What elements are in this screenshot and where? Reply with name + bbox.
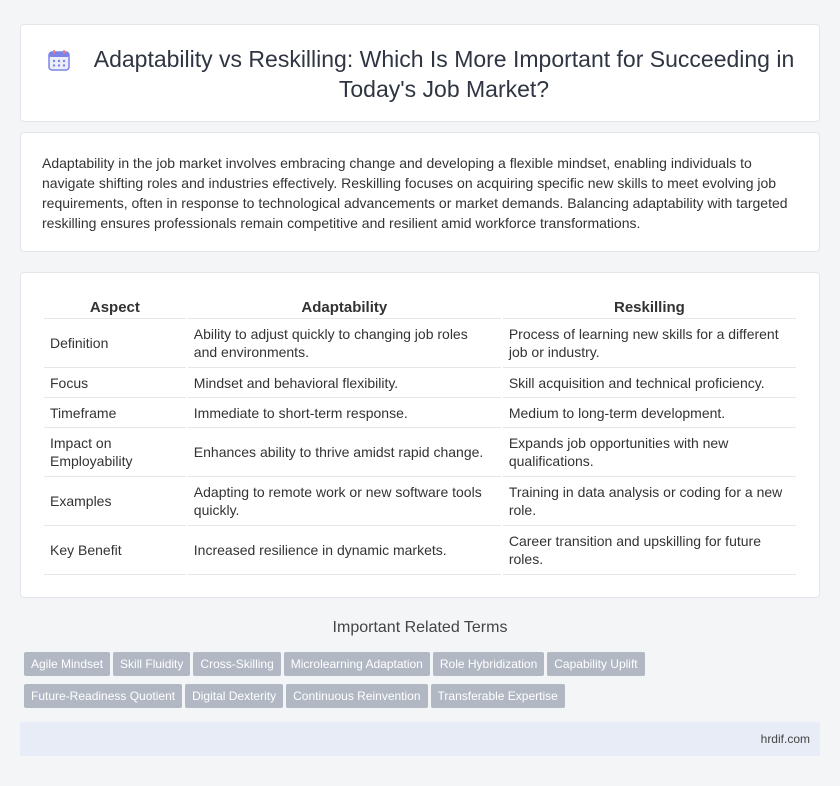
row-adaptability: Increased resilience in dynamic markets. [188,526,501,575]
tag-digital-dexterity[interactable]: Digital Dexterity [185,684,283,708]
tag-continuous-reinvention[interactable]: Continuous Reinvention [286,684,427,708]
tag-cross-skilling[interactable]: Cross-Skilling [193,652,280,676]
tag-future-readiness-quotient[interactable]: Future-Readiness Quotient [24,684,182,708]
row-aspect: Impact on Employability [44,428,186,477]
row-reskilling: Process of learning new skills for a different job or industry. [503,319,796,368]
table-row [44,526,796,575]
row-reskilling: Expands job opportunities with new qualifications. [503,428,796,477]
row-aspect: Definition [44,319,186,368]
row-reskilling: Training in data analysis or coding for a new role. [503,477,796,526]
table-header-row [44,297,796,319]
row-aspect: Timeframe [44,398,186,428]
footer-bar [20,722,820,756]
table-row [44,319,796,368]
row-adaptability: Ability to adjust quickly to changing job roles and environments. [188,319,501,368]
tag-microlearning-adaptation[interactable]: Microlearning Adaptation [284,652,430,676]
header-reskilling: Reskilling [503,297,796,319]
related-tags-row [24,652,824,676]
row-reskilling: Skill acquisition and technical proficiency. [503,368,796,398]
row-adaptability: Enhances ability to thrive amidst rapid change. [188,428,501,477]
row-adaptability: Immediate to short-term response. [188,398,501,428]
table-row [44,428,796,477]
row-reskilling: Medium to long-term development. [503,398,796,428]
tag-capability-uplift[interactable]: Capability Uplift [547,652,644,676]
calendar-icon [48,49,70,71]
related-terms-title: Important Related Terms [332,619,508,636]
row-aspect: Examples [44,477,186,526]
intro-card [20,132,820,252]
row-adaptability: Mindset and behavioral flexibility. [188,368,501,398]
intro-paragraph: Adaptability in the job market involves embracing change and developing a flexible mindset, enabling individuals to navigate shifting roles and industries effectively. Reskilling focuses on acquiring specific new skills to meet evolving job requirements, often in response to technological advancements or market demands. Balancing adaptability with targeted reskilling ensures professionals remain competitive and resilient amid workforce transformations. [42,155,788,231]
comparison-card [20,272,820,598]
page-title: Adaptability vs Reskilling: Which Is More Important for Succeeding in Today's Job Market? [93,46,795,102]
table-row [44,368,796,398]
row-aspect: Key Benefit [44,526,186,575]
row-adaptability: Adapting to remote work or new software tools quickly. [188,477,501,526]
header-adaptability: Adaptability [188,297,501,319]
table-row [44,398,796,428]
tag-role-hybridization[interactable]: Role Hybridization [433,652,544,676]
source-link[interactable]: hrdif.com [760,732,810,746]
tag-agile-mindset[interactable]: Agile Mindset [24,652,110,676]
comparison-table [42,297,798,575]
header-aspect: Aspect [44,297,186,319]
tag-skill-fluidity[interactable]: Skill Fluidity [113,652,190,676]
row-aspect: Focus [44,368,186,398]
title-card [20,24,820,122]
related-tags-row [24,684,824,708]
table-row [44,477,796,526]
row-reskilling: Career transition and upskilling for future roles. [503,526,796,575]
tag-transferable-expertise[interactable]: Transferable Expertise [431,684,565,708]
